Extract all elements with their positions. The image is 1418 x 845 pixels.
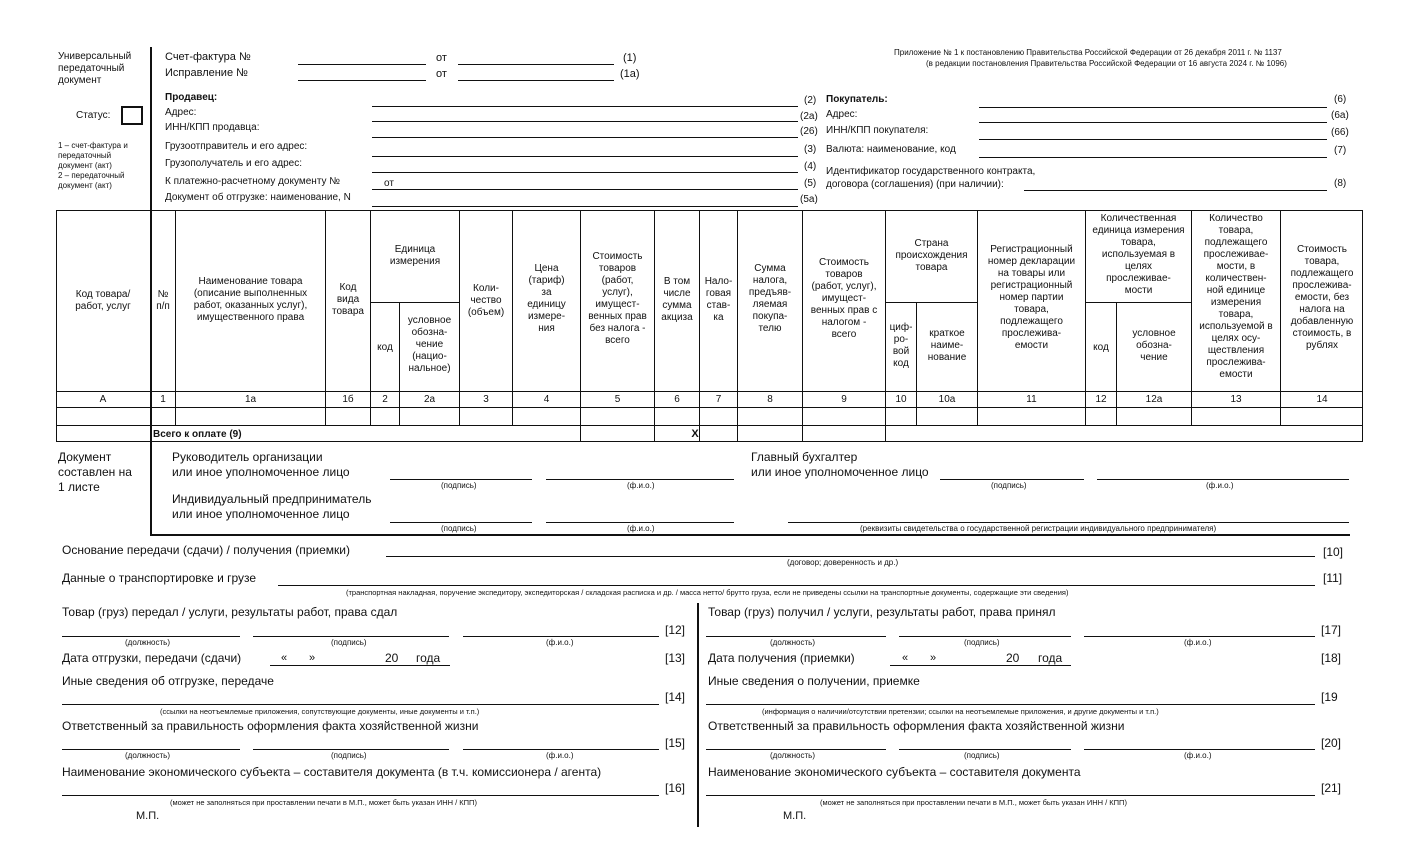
col-id: 13: [1230, 394, 1242, 405]
transport-line[interactable]: [278, 585, 1315, 586]
col-id: А: [99, 394, 107, 405]
n11: [11]: [1323, 571, 1343, 585]
appendix-line1: Приложение № 1 к постановлению Правительства Российской Федерации от 26 декабря 2011 г. № 1137: [894, 48, 1282, 57]
table-line: [56, 407, 1363, 408]
chief-acc-label: Главный бухгалтер или иное уполномоченное лицо: [751, 450, 929, 479]
payment-from: от: [384, 178, 394, 189]
ship-date-label: Дата отгрузки, передачи (сдачи): [62, 651, 242, 665]
quote-open: «: [281, 652, 288, 664]
h-unit-name: условное обозна- чение (нацио- нальное): [407, 315, 452, 374]
col-id: 11: [1026, 394, 1037, 405]
buyer-address: Адрес:: [826, 109, 858, 120]
h-excise: В том числе сумма акциза: [661, 276, 693, 323]
n2: (2): [804, 95, 817, 106]
n10: [10]: [1323, 545, 1344, 559]
seller-inn: ИНН/КПП продавца:: [165, 122, 260, 133]
right-resp-position-line[interactable]: [706, 749, 886, 750]
left-entity-line[interactable]: [62, 795, 659, 796]
n12: [12]: [665, 623, 686, 637]
n18: [18]: [1321, 651, 1342, 665]
buyer-inn: ИНН/КПП покупателя:: [826, 125, 929, 136]
sign-caption: (подпись): [441, 524, 477, 533]
col-id: 12а: [1145, 394, 1163, 405]
col-id: 10: [895, 394, 907, 405]
col-id: 2а: [423, 394, 436, 405]
h-unit: Единица измерения: [389, 244, 441, 267]
right-other-label: Иные сведения о получении, приемке: [708, 674, 920, 688]
h-trace-code: код: [1093, 342, 1109, 353]
chief-fio-line[interactable]: [1097, 479, 1349, 480]
left-resp-fio-line[interactable]: [463, 749, 659, 750]
left-entity-note: (может не заполняться при проставлении печати в М.П., может быть указан ИНН / КПП): [170, 798, 477, 807]
contract-id-line[interactable]: [1024, 190, 1327, 191]
shipper-label: Грузоотправитель и его адрес:: [165, 141, 308, 152]
sign-caption: (подпись): [441, 481, 477, 490]
ip-reg-line[interactable]: [788, 522, 1349, 523]
position-caption: (должность): [770, 638, 815, 647]
received-fio-line[interactable]: [1084, 636, 1315, 637]
total-x: Х: [691, 428, 699, 440]
left-responsible-label: Ответственный за правильность оформления факта хозяйственной жизни: [62, 719, 479, 733]
bottom-center-separator: [697, 603, 699, 827]
fio-caption: (ф.и.о.): [627, 481, 655, 490]
fio-caption: (ф.и.о.): [1206, 481, 1234, 490]
n1: (1): [623, 52, 637, 64]
h-trace-name: условное обозна- чение: [1132, 328, 1176, 363]
n16: [16]: [665, 781, 686, 795]
n4: (4): [804, 161, 817, 172]
table-line: [370, 302, 459, 303]
received-position-line[interactable]: [706, 636, 886, 637]
shipment-doc-label: Документ об отгрузке: наименование, N: [165, 192, 351, 203]
year-20: 20: [385, 651, 399, 665]
h-reg: Регистрационный номер декларации на товары или регистрационный номер партии товара, подлежащего прослежива- емости: [987, 244, 1076, 351]
col-id: 10а: [938, 394, 956, 405]
head-label: Руководитель организации или иное уполномоченное лицо: [172, 450, 350, 479]
seller-address: Адрес:: [165, 107, 197, 118]
head-sign-line[interactable]: [390, 479, 532, 480]
recv-date-line[interactable]: [890, 665, 1071, 666]
correction-number-line[interactable]: [298, 80, 426, 81]
h-qty: Коли- чество (объем): [467, 283, 505, 318]
col-id: 8: [767, 394, 773, 405]
position-caption: (должность): [770, 751, 815, 760]
right-responsible-label: Ответственный за правильность оформления факта хозяйственной жизни: [708, 719, 1125, 733]
col-id: 1: [160, 394, 166, 405]
h-price: Цена (тариф) за единицу измере- ния: [527, 263, 566, 334]
col-id: 3: [483, 394, 489, 405]
h-name: Наименование товара (описание выполненных работ, оказанных услуг), имущественного права: [193, 276, 308, 323]
sign-caption: (подпись): [331, 638, 367, 647]
handed-label: Товар (груз) передал / услуги, результаты работ, права сдал: [62, 605, 398, 619]
table-line: [885, 302, 977, 303]
n15: [15]: [665, 736, 686, 750]
right-stamp-place: М.П.: [783, 810, 807, 822]
table-line: [370, 210, 371, 425]
received-sign-line[interactable]: [899, 636, 1071, 637]
recv-date-label: Дата получения (приемки): [708, 651, 855, 665]
table-line: [1085, 302, 1191, 303]
contract-id-label: Идентификатор государственного контракта, договора (соглашения) (при наличии):: [826, 166, 1036, 190]
ip-fio-line[interactable]: [546, 522, 734, 523]
n26: (26): [800, 126, 818, 137]
quote-open: «: [902, 652, 909, 664]
right-entity-note: (может не заполняться при проставлении печати в М.П., может быть указан ИНН / КПП): [820, 798, 1127, 807]
h-trace-unit: Количественная единица измерения товара, используемая в целях прослеживае- мости: [1092, 213, 1185, 296]
received-label: Товар (груз) получил / услуги, результаты работ, права принял: [708, 605, 1056, 619]
total-label: Всего к оплате (9): [153, 429, 242, 440]
col-id: 7: [715, 394, 722, 405]
n6: (6): [1334, 94, 1347, 105]
sign-caption: (подпись): [991, 481, 1027, 490]
year-label: года: [416, 651, 441, 665]
correction-date-line[interactable]: [458, 80, 614, 81]
n14: [14]: [665, 690, 686, 704]
left-other-line[interactable]: [62, 704, 659, 705]
left-other-label: Иные сведения об отгрузке, передаче: [62, 674, 274, 688]
n5: (5): [804, 178, 817, 189]
col-id: 4: [543, 394, 550, 405]
left-resp-position-line[interactable]: [62, 749, 240, 750]
h-country: Страна происхождения товара: [895, 238, 968, 273]
h-cost-no-tax: Стоимость товаров (работ, услуг), имущест- венных прав без налога - всего: [588, 251, 647, 346]
ip-sign-line[interactable]: [390, 522, 532, 523]
buyer-line[interactable]: [979, 107, 1327, 108]
ip-label: Индивидуальный предприниматель или иное уполномоченное лицо: [172, 492, 372, 521]
right-resp-sign-line[interactable]: [899, 749, 1071, 750]
left-stamp-place: М.П.: [136, 810, 160, 822]
invoice-number-line[interactable]: [298, 64, 426, 65]
left-resp-sign-line[interactable]: [253, 749, 449, 750]
quote-close: »: [930, 652, 937, 664]
handed-fio-line[interactable]: [463, 636, 659, 637]
n21: [21]: [1321, 781, 1342, 795]
h-rate: Нало- говая став- ка: [704, 276, 733, 323]
seller-line[interactable]: [372, 106, 798, 107]
payment-doc-label: К платежно-расчетному документу №: [165, 176, 341, 187]
consignee-label: Грузополучатель и его адрес:: [165, 158, 302, 169]
table-line: [56, 391, 1363, 392]
n7: (7): [1334, 145, 1347, 156]
h-kind: Код вида товара: [332, 282, 364, 317]
col-id: 14: [1316, 394, 1328, 405]
h-trace-qty: Количество товара, подлежащего прослеживае- мости, в количествен- ной единице измерения товара, используемой в целях осу- ществления прослежива- емости: [1199, 213, 1273, 380]
table-line: [56, 425, 1363, 426]
basis-note: (договор; доверенность и др.): [787, 558, 899, 567]
buyer-title: Покупатель:: [826, 94, 888, 105]
right-entity-label: Наименование экономического субъекта – составителя документа: [708, 765, 1081, 779]
left-entity-label: Наименование экономического субъекта – составителя документа (в т.ч. комиссионера / агента): [62, 765, 602, 779]
fio-caption: (ф.и.о.): [1184, 638, 1212, 647]
fio-caption: (ф.и.о.): [1184, 751, 1212, 760]
h-unit-code: код: [377, 342, 393, 353]
correction-label: Исправление №: [165, 67, 248, 79]
h-country-code: циф- ро- вой код: [889, 322, 913, 369]
n5a: (5а): [800, 194, 818, 205]
sign-caption: (подпись): [964, 751, 1000, 760]
n20: [20]: [1321, 736, 1342, 750]
buyer-address-line[interactable]: [979, 122, 1327, 123]
col-id: 6: [674, 394, 680, 405]
invoice-label: Счет-фактура №: [165, 51, 251, 63]
position-caption: (должность): [125, 638, 170, 647]
n3: (3): [804, 144, 817, 155]
col-id: 9: [841, 394, 847, 405]
currency-line[interactable]: [979, 157, 1327, 158]
col-id: 2: [382, 394, 388, 405]
right-resp-fio-line[interactable]: [1084, 749, 1315, 750]
handed-sign-line[interactable]: [253, 636, 449, 637]
col-id: 1б: [342, 394, 354, 405]
year-20: 20: [1006, 651, 1020, 665]
transport-note: (транспортная накладная, поручение экспедитору, экспедиторская / складская расписка и др. / масса нетто/ брутто груза, если не приведены ссылки на транспортные документы, содержащие эти сведения): [346, 588, 1069, 597]
h-cost-tax: Стоимость товаров (работ, услуг), имущест- венных прав с налогом - всего: [810, 257, 878, 340]
basis-line[interactable]: [386, 556, 1315, 557]
basis-label: Основание передачи (сдачи) / получения (приемки): [62, 543, 350, 557]
sign-caption: (подпись): [964, 638, 1000, 647]
h-tax: Сумма налога, предъяв- ляемая покупа- телю: [748, 263, 792, 334]
left-other-note: (ссылки на неотъемлемые приложения, сопутствующие документы, иные документы и т.п.): [160, 707, 480, 716]
currency-label: Валюта: наименование, код: [826, 144, 956, 155]
status-label: Статус:: [76, 110, 111, 121]
consignee-line[interactable]: [372, 172, 798, 173]
status-box[interactable]: [121, 106, 143, 125]
seller-inn-line[interactable]: [372, 137, 798, 138]
shipment-doc-line[interactable]: [372, 206, 798, 207]
invoice-from: от: [436, 52, 447, 64]
position-caption: (должность): [125, 751, 170, 760]
signatures-bottom-border: [150, 534, 1350, 536]
h-country-name: краткое наиме- нование: [927, 328, 967, 363]
fio-caption: (ф.и.о.): [546, 638, 574, 647]
h-trace-cost: Стоимость товара, подлежащего прослежива- емости, без налога на добавленную стоимость, в рублях: [1290, 244, 1354, 351]
n19: [19: [1321, 690, 1338, 704]
head-fio-line[interactable]: [546, 479, 734, 480]
n17: [17]: [1321, 623, 1342, 637]
shipper-line[interactable]: [372, 156, 798, 157]
quote-close: »: [309, 652, 316, 664]
right-other-note: (информация о наличии/отсутствии претензии; ссылки на неотъемлемые приложения, и другие документы и т.п.): [762, 707, 1159, 716]
status-note: 1 – счет-фактура и передаточный документ (акт) 2 – передаточный документ (акт): [58, 141, 128, 190]
n66: (66): [1331, 127, 1349, 138]
appendix-line2: (в редакции постановления Правительства Российской Федерации от 16 августа 2024 г. № 1096): [926, 59, 1287, 68]
ship-date-line[interactable]: [270, 665, 450, 666]
n6a: (6а): [1331, 110, 1349, 121]
h-code: Код товара/ работ, услуг: [75, 289, 131, 312]
doc-pages: Документ составлен на 1 листе: [58, 450, 132, 494]
correction-from: от: [436, 68, 447, 80]
table-line: [699, 210, 700, 442]
table-line: [654, 210, 655, 442]
col-id: 1а: [244, 394, 257, 405]
fio-caption: (ф.и.о.): [627, 524, 655, 533]
n13: [13]: [665, 651, 686, 665]
buyer-inn-line[interactable]: [979, 139, 1327, 140]
year-label: года: [1038, 651, 1063, 665]
seller-address-line[interactable]: [372, 121, 798, 122]
table-line: [150, 210, 152, 442]
sign-caption: (подпись): [331, 751, 367, 760]
chief-sign-line[interactable]: [940, 479, 1084, 480]
n1a: (1а): [620, 68, 640, 80]
transport-label: Данные о транспортировке и грузе: [62, 571, 257, 585]
col-id: 5: [614, 394, 621, 405]
n2a: (2а): [800, 111, 818, 122]
document-title: Универсальный передаточный документ: [58, 51, 132, 86]
right-entity-line[interactable]: [706, 795, 1315, 796]
seller-title: Продавец:: [165, 92, 218, 103]
handed-position-line[interactable]: [62, 636, 240, 637]
h-num: № п/п: [156, 289, 170, 312]
right-other-line[interactable]: [706, 704, 1315, 705]
payment-doc-line[interactable]: [372, 189, 798, 190]
ip-reg-caption: (реквизиты свидетельства о государственной регистрации индивидуального предпринимателя): [860, 524, 1217, 533]
fio-caption: (ф.и.о.): [546, 751, 574, 760]
invoice-date-line[interactable]: [458, 64, 614, 65]
n8: (8): [1334, 178, 1347, 189]
col-id: 12: [1095, 394, 1107, 405]
